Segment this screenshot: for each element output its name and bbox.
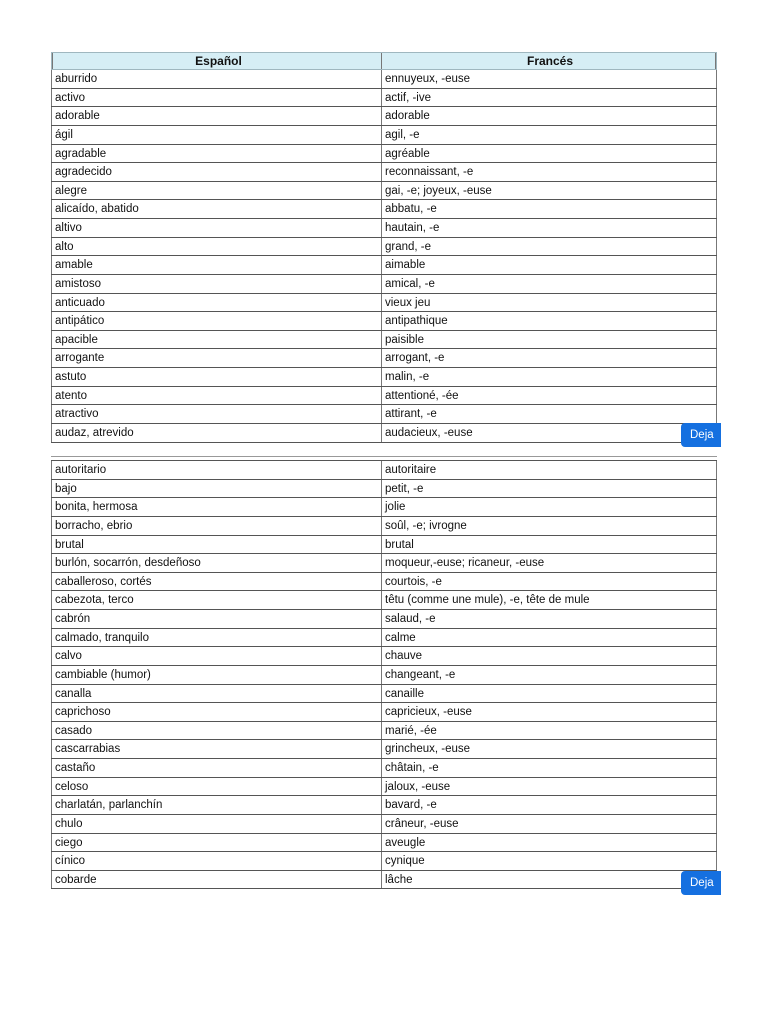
french-term: brutal: [382, 536, 717, 554]
french-term: adorable: [382, 107, 717, 125]
table-row: [51, 480, 717, 499]
spanish-term: bajo: [51, 480, 382, 498]
table-row: [51, 815, 717, 834]
table-row: [51, 703, 717, 722]
table-row: [51, 256, 717, 275]
table-row: [51, 461, 717, 480]
table-row: [51, 871, 717, 890]
table-row: [51, 852, 717, 871]
spanish-term: casado: [51, 722, 382, 740]
table-row: [51, 740, 717, 759]
french-term: jolie: [382, 498, 717, 516]
spanish-term: antipático: [51, 312, 382, 330]
table-row: [51, 387, 717, 406]
spanish-term: activo: [51, 89, 382, 107]
floating-action-button[interactable]: Deja: [681, 423, 721, 447]
french-term: aimable: [382, 256, 717, 274]
table-row: [51, 647, 717, 666]
spanish-term: alicaído, abatido: [51, 200, 382, 218]
spanish-term: agradecido: [51, 163, 382, 181]
french-term: salaud, -e: [382, 610, 717, 628]
table-row: [51, 163, 717, 182]
table-row: [51, 424, 717, 443]
spanish-term: cínico: [51, 852, 382, 870]
spanish-term: agradable: [51, 145, 382, 163]
french-term: marié, -ée: [382, 722, 717, 740]
spanish-term: caprichoso: [51, 703, 382, 721]
spanish-term: cabezota, terco: [51, 591, 382, 609]
table-row: [51, 498, 717, 517]
french-term: attentioné, -ée: [382, 387, 717, 405]
table-row: [51, 126, 717, 145]
french-term: soûl, -e; ivrogne: [382, 517, 717, 535]
french-term: actif, -ive: [382, 89, 717, 107]
table-row: [51, 591, 717, 610]
french-term: hautain, -e: [382, 219, 717, 237]
table-body: [51, 460, 717, 889]
table-row: [51, 759, 717, 778]
spanish-term: cascarrabias: [51, 740, 382, 758]
french-term: crâneur, -euse: [382, 815, 717, 833]
table-row: [51, 778, 717, 797]
table-row: [51, 312, 717, 331]
table-row: [51, 219, 717, 238]
spanish-term: charlatán, parlanchín: [51, 796, 382, 814]
spanish-term: amistoso: [51, 275, 382, 293]
table-row: [51, 107, 717, 126]
spanish-term: anticuado: [51, 294, 382, 312]
spanish-term: calmado, tranquilo: [51, 629, 382, 647]
table-row: [51, 610, 717, 629]
table-row: [51, 536, 717, 555]
spanish-term: ciego: [51, 834, 382, 852]
french-term: abbatu, -e: [382, 200, 717, 218]
table-row: [51, 629, 717, 648]
spanish-term: bonita, hermosa: [51, 498, 382, 516]
spanish-term: celoso: [51, 778, 382, 796]
table-row: [51, 89, 717, 108]
vocabulary-table-part-2: [51, 460, 717, 889]
french-term: cynique: [382, 852, 717, 870]
french-term: capricieux, -euse: [382, 703, 717, 721]
page-break-line: [51, 456, 717, 457]
table-row: [51, 275, 717, 294]
spanish-term: amable: [51, 256, 382, 274]
spanish-term: burlón, socarrón, desdeñoso: [51, 554, 382, 572]
table-row: [51, 685, 717, 704]
spanish-term: brutal: [51, 536, 382, 554]
table-row: [51, 666, 717, 685]
header-french: Francés: [382, 53, 716, 69]
table-row: [51, 722, 717, 741]
header-spanish: Español: [52, 53, 382, 69]
spanish-term: atractivo: [51, 405, 382, 423]
spanish-term: astuto: [51, 368, 382, 386]
spanish-term: adorable: [51, 107, 382, 125]
table-row: [51, 70, 717, 89]
french-term: paisible: [382, 331, 717, 349]
table-row: [51, 200, 717, 219]
french-term: bavard, -e: [382, 796, 717, 814]
french-term: lâche: [382, 871, 717, 889]
spanish-term: caballeroso, cortés: [51, 573, 382, 591]
table-row: [51, 331, 717, 350]
table-row: [51, 554, 717, 573]
table-row: [51, 517, 717, 536]
table-row: [51, 573, 717, 592]
french-term: arrogant, -e: [382, 349, 717, 367]
french-term: agil, -e: [382, 126, 717, 144]
french-term: vieux jeu: [382, 294, 717, 312]
spanish-term: cobarde: [51, 871, 382, 889]
french-term: amical, -e: [382, 275, 717, 293]
spanish-term: ágil: [51, 126, 382, 144]
french-term: têtu (comme une mule), -e, tête de mule: [382, 591, 717, 609]
spanish-term: borracho, ebrio: [51, 517, 382, 535]
table-row: [51, 368, 717, 387]
spanish-term: cambiable (humor): [51, 666, 382, 684]
french-term: grincheux, -euse: [382, 740, 717, 758]
french-term: châtain, -e: [382, 759, 717, 777]
table-row: [51, 796, 717, 815]
french-term: antipathique: [382, 312, 717, 330]
spanish-term: chulo: [51, 815, 382, 833]
spanish-term: altivo: [51, 219, 382, 237]
french-term: agréable: [382, 145, 717, 163]
french-term: chauve: [382, 647, 717, 665]
french-term: courtois, -e: [382, 573, 717, 591]
table-body: [51, 70, 717, 443]
spanish-term: atento: [51, 387, 382, 405]
french-term: gai, -e; joyeux, -euse: [382, 182, 717, 200]
french-term: malin, -e: [382, 368, 717, 386]
floating-action-button[interactable]: Deja: [681, 871, 721, 895]
spanish-term: autoritario: [51, 461, 382, 479]
table-row: [51, 182, 717, 201]
spanish-term: calvo: [51, 647, 382, 665]
french-term: changeant, -e: [382, 666, 717, 684]
table-row: [51, 405, 717, 424]
french-term: reconnaissant, -e: [382, 163, 717, 181]
french-term: petit, -e: [382, 480, 717, 498]
table-row: [51, 145, 717, 164]
french-term: calme: [382, 629, 717, 647]
spanish-term: aburrido: [51, 70, 382, 88]
spanish-term: alto: [51, 238, 382, 256]
spanish-term: castaño: [51, 759, 382, 777]
vocabulary-table-part-1: [51, 52, 717, 443]
table-row: [51, 834, 717, 853]
table-row: [51, 294, 717, 313]
french-term: moqueur,-euse; ricaneur, -euse: [382, 554, 717, 572]
french-term: grand, -e: [382, 238, 717, 256]
spanish-term: arrogante: [51, 349, 382, 367]
french-term: autoritaire: [382, 461, 717, 479]
spanish-term: audaz, atrevido: [51, 424, 382, 442]
french-term: aveugle: [382, 834, 717, 852]
spanish-term: apacible: [51, 331, 382, 349]
french-term: canaille: [382, 685, 717, 703]
table-row: [51, 349, 717, 368]
french-term: jaloux, -euse: [382, 778, 717, 796]
table-header: [51, 52, 717, 70]
french-term: ennuyeux, -euse: [382, 70, 717, 88]
french-term: audacieux, -euse: [382, 424, 717, 442]
spanish-term: cabrón: [51, 610, 382, 628]
table-row: [51, 238, 717, 257]
french-term: attirant, -e: [382, 405, 717, 423]
spanish-term: alegre: [51, 182, 382, 200]
spanish-term: canalla: [51, 685, 382, 703]
